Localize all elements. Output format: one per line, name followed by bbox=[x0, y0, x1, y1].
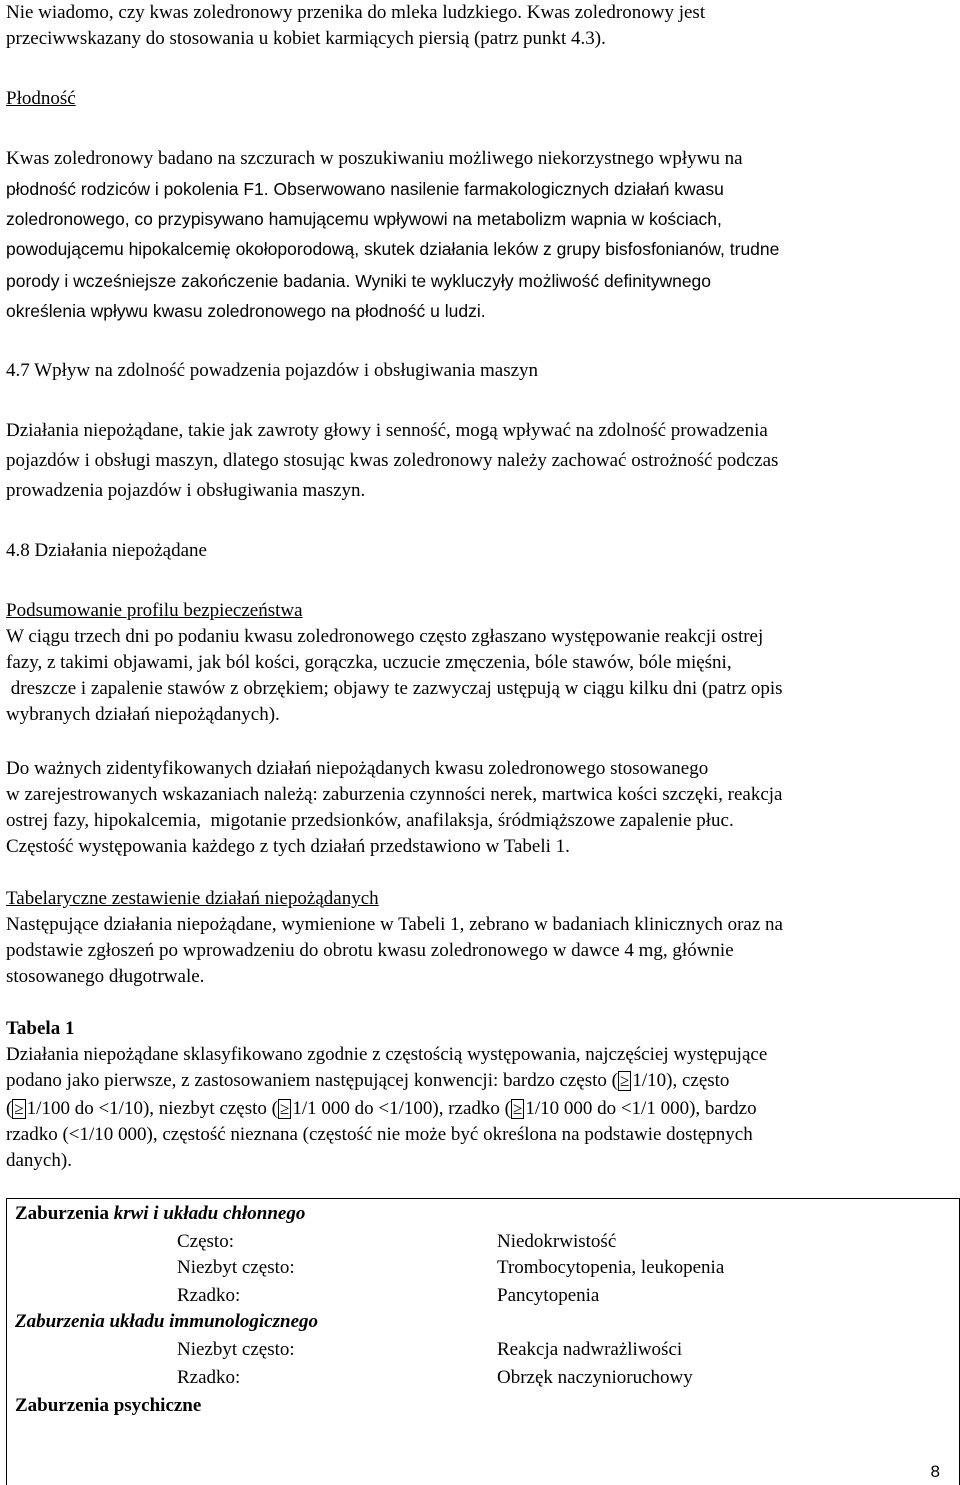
section-4-7-line-1: Działania niepożądane, takie jak zawroty głowy i senność, mogą wpływać na zdolność prowadzenia bbox=[6, 420, 768, 441]
lactation-line-1: Nie wiadomo, czy kwas zoledronowy przenika do mleka ludzkiego. Kwas zoledronowy jest bbox=[6, 2, 706, 23]
lactation-line-2: przeciwwskazany do stosowania u kobiet karmiących piersią (patrz punkt 4.3). bbox=[6, 28, 606, 49]
adverse-reactions-table bbox=[6, 1198, 960, 1485]
section-4-8-heading: 4.8 Działania niepożądane bbox=[6, 540, 207, 561]
tabular-line-3: stosowanego długotrwale. bbox=[6, 966, 205, 987]
greater-equal-symbol: ≥ bbox=[512, 1099, 523, 1118]
table-intro-line-5: danych). bbox=[6, 1150, 72, 1171]
table-intro-line-2 bbox=[6, 1068, 729, 1094]
tabular-line-1: Następujące działania niepożądane, wymienione w Tabeli 1, zebrano w badaniach klinicznych oraz na bbox=[6, 914, 783, 935]
open-paren: ( bbox=[6, 1098, 13, 1119]
section-4-7-line-2: pojazdów i obsługi maszyn, dlatego stosując kwas zoledronowy należy zachować ostrożność podczas bbox=[6, 450, 779, 471]
table-effect: Reakcja nadwrażliwości bbox=[497, 1339, 683, 1360]
table-freq: Rzadko: bbox=[177, 1367, 241, 1388]
table-title: Tabela 1 bbox=[6, 1018, 75, 1039]
table-intro-line-3-c: 1/10 000 do <1/1 000), bardzo bbox=[525, 1098, 757, 1119]
tabular-line-2: podstawie zgłoszeń po wprowadzeniu do obrotu kwasu zoledronowego w dawce 4 mg, głównie bbox=[6, 940, 734, 961]
table-effect: Trombocytopenia, leukopenia bbox=[497, 1257, 725, 1278]
table-intro-line-2-end: 1/10), często bbox=[632, 1070, 730, 1091]
table-freq: Rzadko: bbox=[177, 1285, 241, 1306]
section-4-7-line-3: prowadzenia pojazdów i obsługiwania maszyn. bbox=[6, 480, 366, 501]
greater-equal-symbol: ≥ bbox=[280, 1099, 290, 1118]
table-intro-line-3-a: 1/100 do <1/10), niezbyt często ( bbox=[26, 1098, 278, 1119]
fertility-line-1: Kwas zoledronowy badano na szczurach w poszukiwaniu możliwego niekorzystnego wpływu na bbox=[6, 148, 743, 169]
group-name-bold: Zaburzenia bbox=[15, 1203, 114, 1224]
fertility-line-2: płodność rodziców i pokolenia F1. Obserwowano nasilenie farmakologicznych działań kwasu bbox=[6, 179, 724, 199]
section-4-7-heading: 4.7 Wpływ na zdolność powadzenia pojazdów i obsługiwania maszyn bbox=[6, 360, 539, 381]
summary-line-2: fazy, z takimi objawami, jak ból kości, gorączka, uczucie zmęczenia, bóle stawów, bóle mięśni, bbox=[6, 652, 732, 673]
tabular-summary-heading: Tabelaryczne zestawienie działań niepożądanych bbox=[6, 888, 379, 909]
table-intro-line-3-b: 1/1 000 do <1/100), rzadko ( bbox=[292, 1098, 511, 1119]
fertility-line-6: określenia wpływu kwasu zoledronowego na płodność u ludzi. bbox=[6, 301, 486, 321]
summary-line-4: wybranych działań niepożądanych). bbox=[6, 704, 280, 725]
table-freq: Niezbyt często: bbox=[177, 1257, 295, 1278]
important-line-4: Częstość występowania każdego z tych działań przedstawiono w Tabeli 1. bbox=[6, 836, 570, 857]
table-intro-line-4: rzadko (<1/10 000), częstość nieznana (częstość nie może być określona na podstawie dostępnych bbox=[6, 1124, 753, 1145]
table-effect: Pancytopenia bbox=[497, 1285, 600, 1306]
fertility-line-5: porody i wcześniejsze zakończenie badania. Wyniki te wykluczyły możliwość definitywnego bbox=[6, 271, 712, 291]
important-line-2: w zarejestrowanych wskazaniach należą: zaburzenia czynności nerek, martwica kości szczęki, reakcja bbox=[6, 784, 783, 805]
table-group-blood bbox=[15, 1201, 305, 1227]
page-number: 8 bbox=[930, 1462, 940, 1481]
table-effect: Obrzęk naczynioruchowy bbox=[497, 1367, 693, 1388]
table-group-psychiatric: Zaburzenia psychiczne bbox=[15, 1395, 202, 1416]
table-freq: Niezbyt często: bbox=[177, 1339, 295, 1360]
fertility-line-3: zoledronowego, co przypisywano hamującemu wpływowi na metabolizm wapnia w kościach, bbox=[6, 209, 722, 229]
summary-line-3: dreszcze i zapalenie stawów z obrzękiem; objawy te zazwyczaj ustępują w ciągu kilku dni (patrz opis bbox=[6, 678, 783, 699]
table-group-immune: Zaburzenia układu immunologicznego bbox=[15, 1311, 319, 1332]
fertility-line-4: powodującemu hipokalcemię okołoporodową, skutek działania leków z grupy bisfosfonianów, trudne bbox=[6, 239, 780, 259]
group-name-italic: krwi i układu chłonnego bbox=[113, 1203, 306, 1224]
greater-equal-symbol: ≥ bbox=[620, 1071, 630, 1090]
fertility-heading: Płodność bbox=[6, 88, 76, 109]
safety-summary-heading: Podsumowanie profilu bezpieczeństwa bbox=[6, 600, 303, 621]
table-intro-line-2-text: podano jako pierwsze, z zastosowaniem następującej konwencji: bardzo często ( bbox=[6, 1070, 618, 1091]
table-intro-line-3 bbox=[6, 1096, 757, 1122]
table-intro-line-1: Działania niepożądane sklasyfikowano zgodnie z częstością występowania, najczęściej występujące bbox=[6, 1044, 768, 1065]
greater-equal-symbol: ≥ bbox=[14, 1099, 24, 1118]
table-freq: Często: bbox=[177, 1231, 234, 1252]
summary-line-1: W ciągu trzech dni po podaniu kwasu zoledronowego często zgłaszano występowanie reakcji ostrej bbox=[6, 626, 764, 647]
important-line-1: Do ważnych zidentyfikowanych działań niepożądanych kwasu zoledronowego stosowanego bbox=[6, 758, 709, 779]
important-line-3: ostrej fazy, hipokalcemia, migotanie przedsionków, anafilaksja, śródmiąższowe zapalenie płuc. bbox=[6, 810, 734, 831]
table-effect: Niedokrwistość bbox=[497, 1231, 617, 1252]
